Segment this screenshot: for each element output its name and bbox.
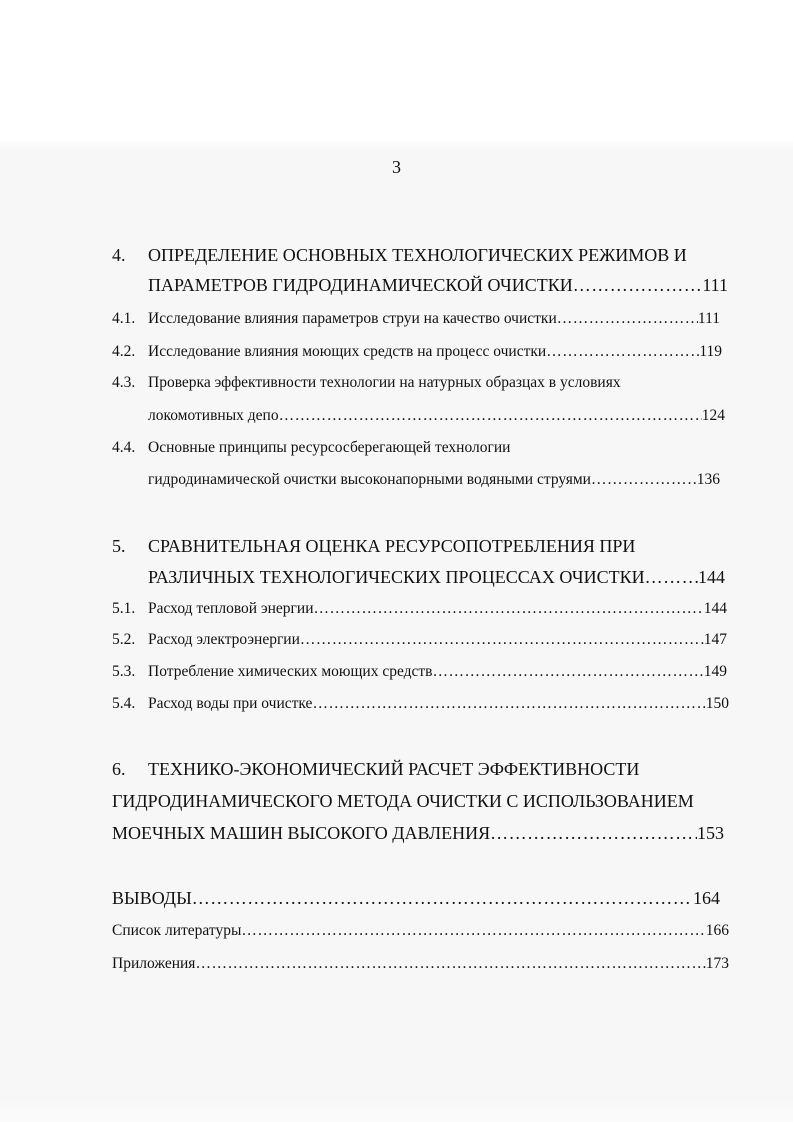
- toc-page-ref: 119: [699, 343, 722, 360]
- toc-chapter-4-line-1: [112, 241, 732, 269]
- leader-dots: [546, 338, 699, 366]
- toc-chapter-6-line-1: [112, 755, 732, 783]
- toc-references: [112, 917, 729, 945]
- section-title: гидродинамической очистки высоконапорными водяными струями: [148, 471, 591, 488]
- leader-dots: [192, 884, 693, 912]
- chapter-number: 6.: [112, 759, 126, 779]
- back-matter-title: ВЫВОДЫ: [112, 888, 192, 908]
- toc-section: [112, 434, 732, 462]
- toc-page-ref: 144: [698, 567, 725, 587]
- section-title: Исследование влияния параметров струи на качество очистки: [148, 310, 557, 327]
- toc-section-continuation: [148, 466, 720, 494]
- section-title: Расход воды при очистке: [148, 695, 313, 712]
- toc-section: [112, 338, 722, 366]
- section-title: Исследование влияния моющих средств на процесс очистки: [148, 343, 547, 360]
- section-number: 5.2.: [112, 631, 136, 648]
- toc-page-ref: 136: [696, 471, 720, 488]
- toc-chapter-4-line-2: [148, 271, 728, 299]
- leader-dots: [433, 658, 704, 686]
- leader-dots: [195, 950, 705, 978]
- section-number: 5.3.: [112, 663, 136, 680]
- chapter-number: 5.: [112, 536, 126, 556]
- toc-page-ref: 173: [705, 955, 729, 972]
- leader-dots: [591, 466, 697, 494]
- toc-appendices: [112, 950, 729, 978]
- section-title: Расход электроэнергии: [148, 631, 300, 648]
- leader-dots: [279, 402, 702, 430]
- toc-page-ref: 144: [703, 600, 727, 617]
- leader-dots: [490, 819, 697, 847]
- toc-section-continuation: [148, 402, 725, 430]
- section-number: 5.1.: [112, 600, 136, 617]
- leader-dots: [573, 271, 703, 299]
- back-matter-title: Приложения: [112, 955, 196, 972]
- leader-dots: [312, 690, 705, 718]
- toc-section: [112, 369, 732, 397]
- toc-page-ref: 111: [697, 310, 720, 327]
- page-number: 3: [392, 157, 401, 177]
- section-title: Основные принципы ресурсосберегающей технологии: [148, 439, 511, 456]
- toc-chapter-5-line-2: [148, 563, 725, 591]
- toc-page-ref: 166: [705, 922, 729, 939]
- toc-page-ref: 153: [697, 823, 724, 843]
- chapter-title: ПАРАМЕТРОВ ГИДРОДИНАМИЧЕСКОЙ ОЧИСТКИ: [148, 275, 573, 295]
- toc-section: [112, 658, 727, 686]
- chapter-title: ТЕХНИКО-ЭКОНОМИЧЕСКИЙ РАСЧЕТ ЭФФЕКТИВНОСТИ: [148, 759, 640, 779]
- toc-conclusions: [112, 884, 720, 912]
- toc-page-ref: 150: [705, 695, 729, 712]
- chapter-title: ОПРЕДЕЛЕНИЕ ОСНОВНЫХ ТЕХНОЛОГИЧЕСКИХ РЕЖИМОВ И: [148, 245, 687, 265]
- toc-section: [112, 305, 720, 333]
- toc-section: [112, 690, 729, 718]
- section-number: 4.4.: [112, 439, 136, 456]
- toc-page-ref: 164: [693, 888, 720, 908]
- leader-dots: [645, 563, 698, 591]
- leader-dots: [241, 917, 705, 945]
- section-title: локомотивных депо: [148, 407, 279, 424]
- chapter-title: РАЗЛИЧНЫХ ТЕХНОЛОГИЧЕСКИХ ПРОЦЕССАХ ОЧИСТКИ: [148, 567, 645, 587]
- toc-page-ref: 149: [703, 663, 727, 680]
- chapter-title: СРАВНИТЕЛЬНАЯ ОЦЕНКА РЕСУРСОПОТРЕБЛЕНИЯ ПРИ: [148, 536, 636, 556]
- section-number: 4.1.: [112, 310, 136, 327]
- toc-page-ref: 147: [703, 631, 727, 648]
- toc-chapter-6-line-3: [112, 819, 724, 847]
- section-title: Потребление химических моющих средств: [148, 663, 433, 680]
- toc-chapter-5-line-1: [112, 532, 732, 560]
- leader-dots: [300, 626, 704, 654]
- chapter-number: 4.: [112, 245, 126, 265]
- toc-page-ref: 124: [701, 407, 725, 424]
- chapter-title: МОЕЧНЫХ МАШИН ВЫСОКОГО ДАВЛЕНИЯ: [112, 823, 491, 843]
- toc-section: [112, 595, 727, 623]
- section-number: 4.3.: [112, 374, 136, 391]
- leader-dots: [314, 595, 704, 623]
- section-number: 5.4.: [112, 695, 136, 712]
- section-number: 4.2.: [112, 343, 136, 360]
- section-title: Расход тепловой энергии: [148, 600, 314, 617]
- section-title: Проверка эффективности технологии на натурных образцах в условиях: [148, 374, 621, 391]
- back-matter-title: Список литературы: [112, 922, 242, 939]
- leader-dots: [557, 305, 698, 333]
- toc-chapter-6-line-2: [112, 787, 732, 815]
- toc-page-ref: 111: [702, 275, 728, 295]
- toc-section: [112, 626, 727, 654]
- chapter-title: ГИДРОДИНАМИЧЕСКОГО МЕТОДА ОЧИСТКИ С ИСПОЛЬЗОВАНИЕМ: [112, 791, 694, 811]
